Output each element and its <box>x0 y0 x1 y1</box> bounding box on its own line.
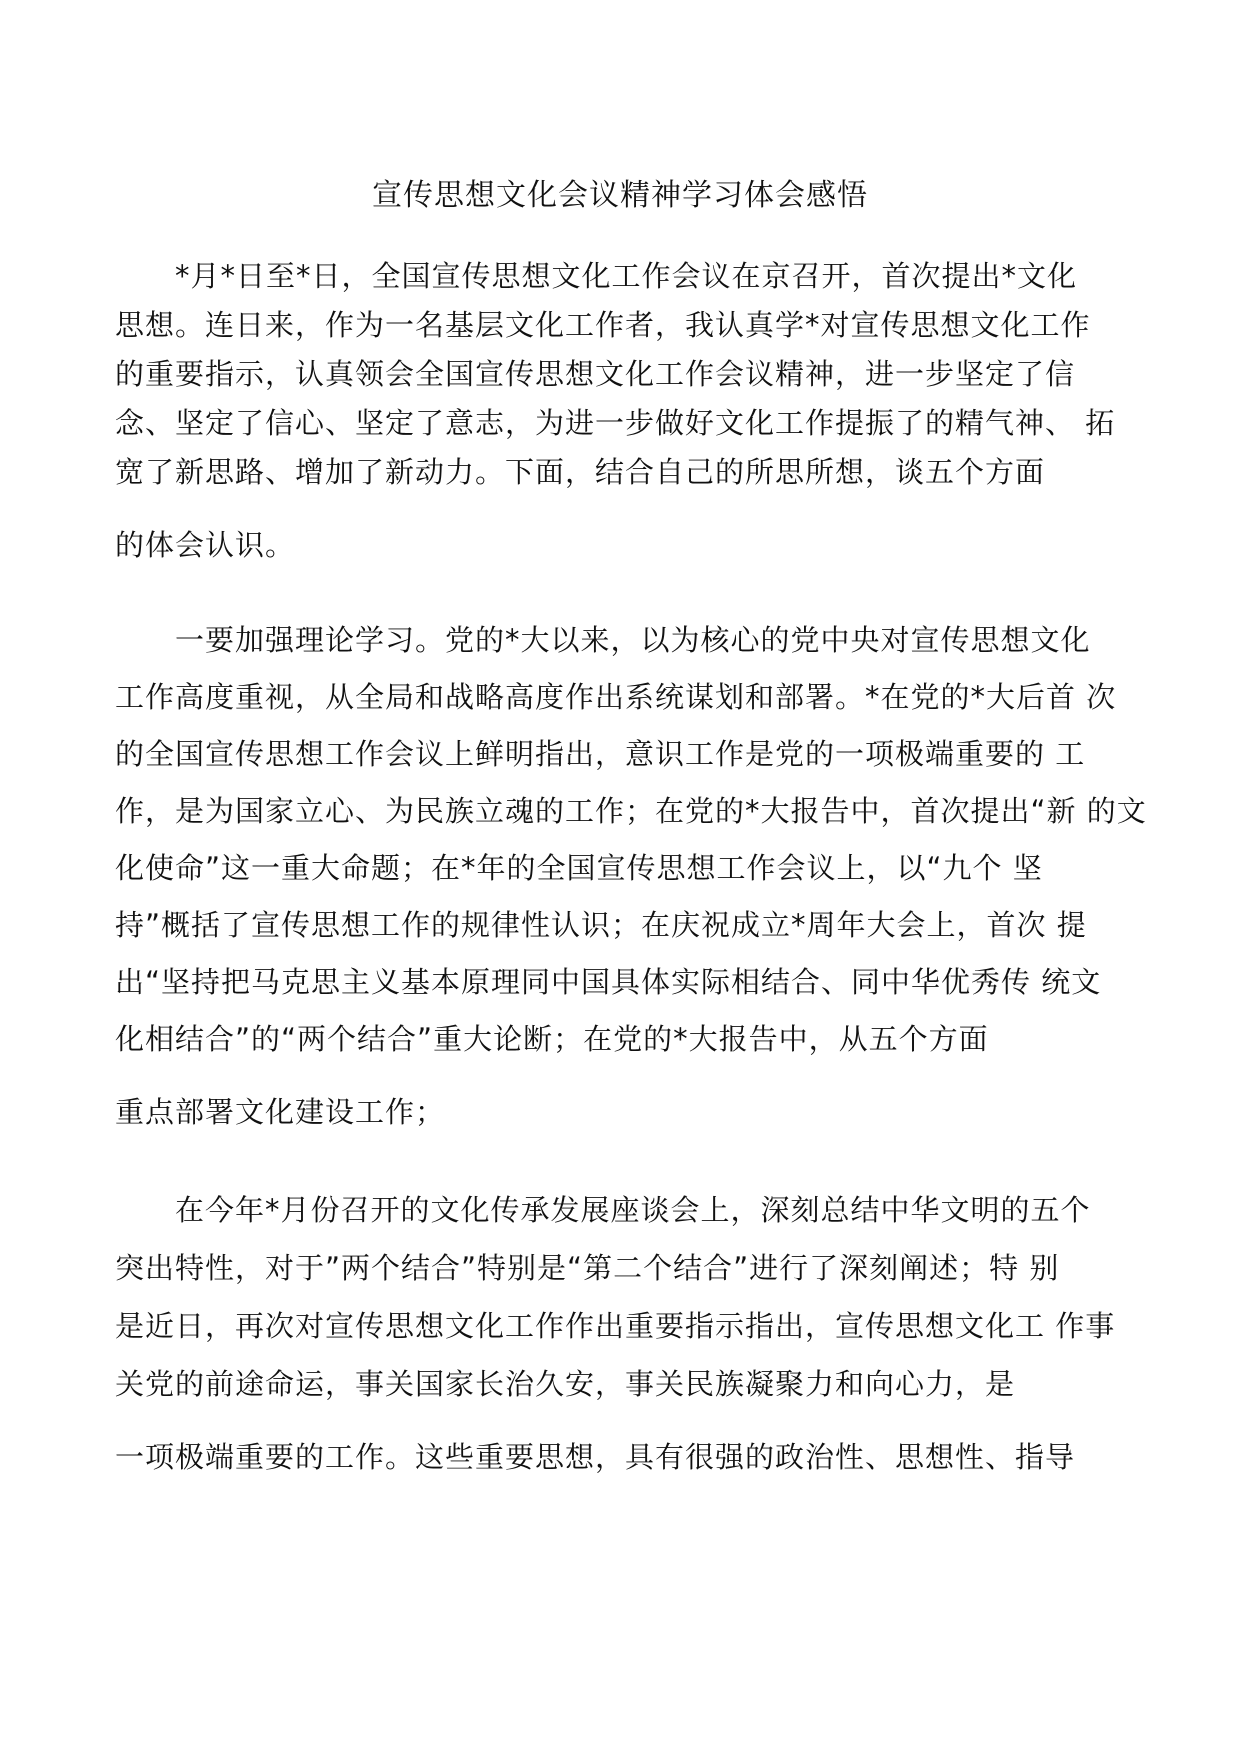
paragraph-1-line-5: 宽了新思路、增加了新动力。下面，结合自己的所思所想，谈五个方面 <box>115 455 1046 489</box>
paragraph-1-line-4: 念、坚定了信心、坚定了意志，为进一步做好文化工作提振了的精气神、 拓 <box>115 406 1116 440</box>
paragraph-1-line-6: 的体会认识。 <box>115 528 296 562</box>
paragraph-1-line-3: 的重要指示，认真领会全国宣传思想文化工作会议精神，进一步坚定了信 <box>115 357 1076 391</box>
paragraph-3-line-4: 关党的前途命运，事关国家长治久安，事关民族凝聚力和向心力，是 <box>115 1367 1016 1401</box>
paragraph-2-line-8: 化相结合”的“两个结合”重大论断；在党的*大报告中，从五个方面 <box>115 1022 989 1056</box>
paragraph-2-line-5: 化使命”这一重大命题；在*年的全国宣传思想工作会议上，以“九个 坚 <box>115 851 1043 885</box>
paragraph-2-line-2: 工作高度重视，从全局和战略高度作出系统谋划和部署。*在党的*大后首 次 <box>115 680 1117 714</box>
paragraph-2-line-7: 出“坚持把马克思主义基本原理同中国具体实际相结合、同中华优秀传 统文 <box>115 965 1102 999</box>
paragraph-2-line-9: 重点部署文化建设工作； <box>115 1095 446 1129</box>
paragraph-3-line-1: 在今年*月份召开的文化传承发展座谈会上，深刻总结中华文明的五个 <box>175 1193 1091 1227</box>
paragraph-3-line-2: 突出特性，对于”两个结合”特别是“第二个结合”进行了深刻阐述；特 别 <box>115 1251 1060 1285</box>
paragraph-1-line-2: 思想。连日来，作为一名基层文化工作者，我认真学*对宣传思想文化工作 <box>115 308 1091 342</box>
paragraph-2-line-1: 一要加强理论学习。党的*大以来，以为核心的党中央对宣传思想文化 <box>175 623 1091 657</box>
paragraph-3-line-3: 是近日，再次对宣传思想文化工作作出重要指示指出，宣传思想文化工 作事 <box>115 1309 1116 1343</box>
paragraph-3-line-5: 一项极端重要的工作。这些重要思想，具有很强的政治性、思想性、指导 <box>115 1440 1076 1474</box>
paragraph-2-line-6: 持”概括了宣传思想工作的规律性认识；在庆祝成立*周年大会上，首次 提 <box>115 908 1087 942</box>
paragraph-2-line-4: 作，是为国家立心、为民族立魂的工作；在党的*大报告中，首次提出“新 的文 <box>115 794 1147 828</box>
paragraph-1-line-1: *月*日至*日，全国宣传思想文化工作会议在京召开，首次提出*文化 <box>175 259 1078 293</box>
document-title: 宣传思想文化会议精神学习体会感悟 <box>372 178 868 213</box>
paragraph-2-line-3: 的全国宣传思想工作会议上鲜明指出，意识工作是党的一项极端重要的 工 <box>115 737 1086 771</box>
